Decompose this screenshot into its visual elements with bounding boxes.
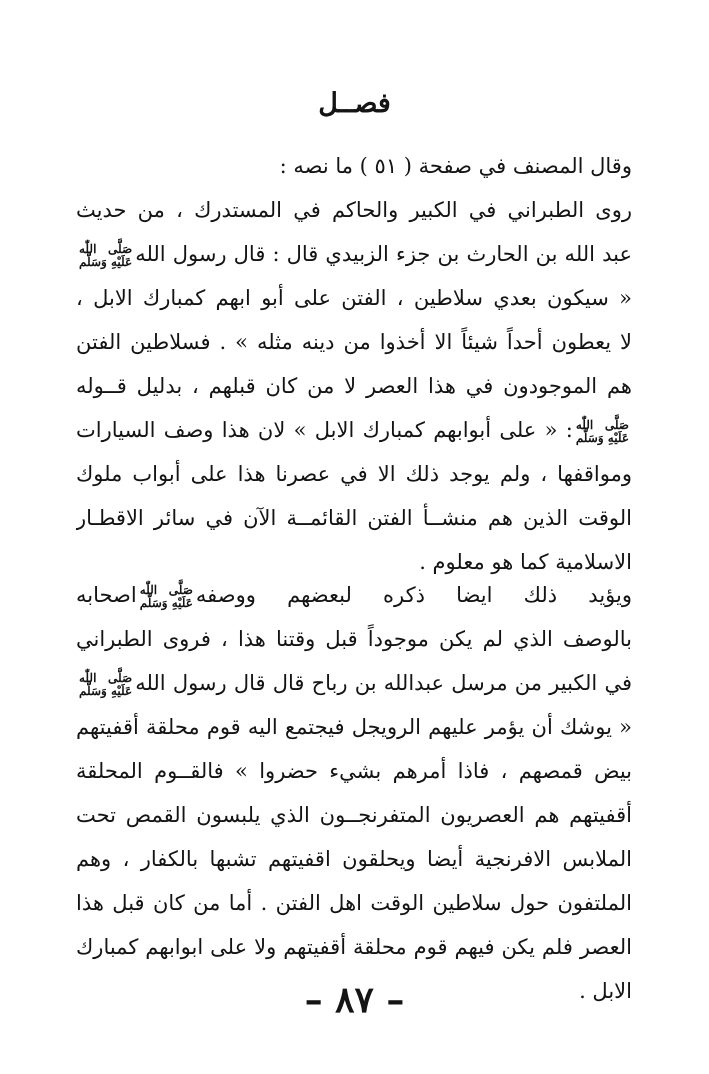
pbuh-ligature [140,584,193,610]
text-line [76,232,632,276]
text-line: لا يعطون أحداً شيئاً الا أخذوا من دينه مثله » . فسلاطين الفتن [76,330,632,354]
text-segment: في الكبير من مرسل عبدالله بن رباح قال قال رسول الله [135,671,632,695]
text-segment: ويؤيد ذلك ايضا ذكره لبعضهم ووصفه [195,583,632,607]
text-line: الابل . [579,979,632,1003]
text-line: العصر فلم يكن فيهم قوم محلقة أقفيتهم ولا على ابوابهم كمبارك [76,935,632,959]
text-line: الملابس الافرنجية أيضا ويحلقون اقفيتهم تشبها بالكفار ، وهم [76,847,632,871]
text-line: هم الموجودون في هذا العصر لا من كان قبلهم ، بدليل قــوله [76,374,632,398]
pbuh-top: صَلَّى اللّٰه [79,670,133,685]
pbuh-bottom: عَلَيْهِ وَسَلَّم [79,254,133,269]
text-segment: اصحابه [76,583,137,607]
text-line [76,573,632,617]
text-segment: عبد الله بن الحارث بن جزء الزبيدي قال : قال رسول الله [135,242,632,266]
text-line: الملتفون حول سلاطين الوقت اهل الفتن . أما من كان قبل هذا [76,891,632,915]
text-line: أقفيتهم هم العصريون المتفرنجــون الذي يلبسون القمص تحت [76,803,632,827]
pbuh-bottom: عَلَيْهِ وَسَلَّم [139,595,193,610]
text-line: روى الطبراني في الكبير والحاكم في المستدرك ، من حديث [76,198,632,222]
text-segment: : « على أبوابهم كمبارك الابل » لان هذا وصف السيارات [76,418,573,442]
pbuh-ligature [576,419,629,445]
pbuh-ligature [79,672,132,698]
pbuh-bottom: عَلَيْهِ وَسَلَّم [575,430,629,445]
page-number: – ٨٧ – [304,979,405,1021]
text-line [76,408,632,452]
pbuh-top: صَلَّى اللّٰه [139,582,193,597]
text-line: بالوصف الذي لم يكن موجوداً قبل وقتنا هذا ، فروى الطبراني [76,627,632,651]
pbuh-ligature [79,243,132,269]
pbuh-top: صَلَّى اللّٰه [575,417,629,432]
text-line: الاسلامية كما هو معلوم . [419,550,632,574]
pbuh-top: صَلَّى اللّٰه [79,241,133,256]
pbuh-bottom: عَلَيْهِ وَسَلَّم [79,683,133,698]
text-line: بيض قمصهم ، فاذا أمرهم بشيء حضروا » فالقــوم المحلقة [76,759,632,783]
section-title: فصــل [318,88,391,119]
text-line [76,661,632,705]
text-line: « سيكون بعدي سلاطين ، الفتن على أبو ابهم كمبارك الابل ، [76,286,632,310]
text-line: الوقت الذين هم منشــأ الفتن القائمــة الآن في سائر الاقطـار [76,506,632,530]
text-line: وقال المصنف في صفحة ( ٥١ ) ما نصه : [279,154,632,178]
text-line: ومواقفها ، ولم يوجد ذلك الا في عصرنا هذا على أبواب ملوك [76,462,632,486]
text-line: « يوشك أن يؤمر عليهم الرويجل فيجتمع اليه قوم محلقة أقفيتهم [76,715,632,739]
